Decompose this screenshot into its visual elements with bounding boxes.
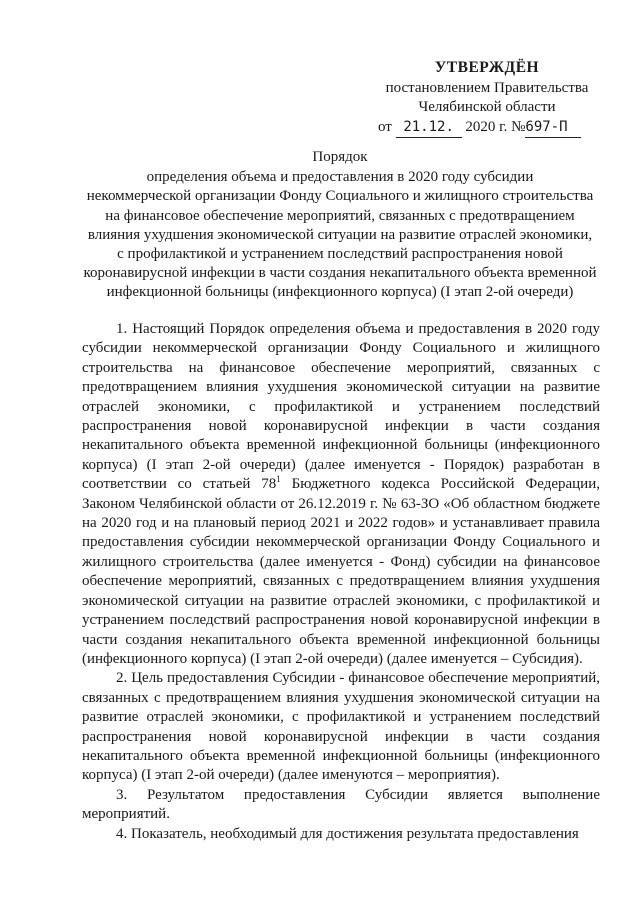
paragraph-3: 3. Результатом предоставления Субсидии является выполнение мероприятий. [82, 786, 600, 823]
approval-line-2: Челябинской области [418, 99, 556, 115]
document-body [82, 320, 600, 844]
approval-from-prefix: от [378, 119, 392, 135]
approval-year-text: 2020 г. № [465, 119, 526, 135]
document-title [70, 148, 610, 303]
paragraph-1 [82, 320, 600, 669]
paragraph-1-part-a: 1. Настоящий Порядок определения объема и предоставления в 2020 году субсидии некоммерческой организации Фонду Социального и жилищного строительства на финансовое обеспечение мероприятий, связанных с предотвращением влияния ухудшения экономической ситуации на развитие отраслей экономики, с профилактикой и устранением последствий распространения новой коронавирусной инфекции в части создания некапитального объекта временной инфекционной больницы (инфекционного корпуса) (I этап 2-ой очереди) (далее именуется - Порядок) разработан в соответствии со статьей 78 [82, 321, 600, 493]
paragraph-4: 4. Показатель, необходимый для достижения результата предоставления [116, 825, 579, 842]
approval-date-line [372, 118, 602, 138]
title-line: некоммерческой организации Фонду Социального и жилищного строительства [86, 188, 594, 205]
title-line: на финансовое обеспечение мероприятий, связанных с предотвращением [105, 207, 575, 224]
title-line: влияния ухудшения экономической ситуации на развитие отраслей экономики, [87, 226, 593, 243]
paragraph-2: 2. Цель предоставления Субсидии - финансовое обеспечение мероприятий, связанных с предотвращением влияния ухудшения экономической ситуации на развитие отраслей экономики, с профилактикой и устранением последствий распространения новой коронавирусной инфекции в части создания некапитального объекта временной инфекционной больницы (инфекционного корпуса) (I этап 2-ой очереди) (далее именуются – мероприятия). [82, 670, 600, 784]
approval-number-handwritten: 697-П [525, 118, 581, 138]
approval-stamp-block [372, 58, 602, 138]
paragraph-1-part-b: Бюджетного кодекса Российской Федерации, Законом Челябинской области от 26.12.2019 г. № 63-ЗО «Об областном бюджете на 2020 год и на плановый период 2021 и 2022 годов» и устанавливает правила предоставления субсидии некоммерческой организации Фонду Социального и жилищного строительства (далее именуется - Фонд) субсидии на финансовое обеспечение мероприятий, связанных с предотвращением влияния ухудшения экономической ситуации на развитие отраслей экономики, с профилактикой и устранением последствий распространения новой коронавирусной инфекции в части создания некапитального объекта временной инфекционной больницы (инфекционного корпуса) (I этап 2-ой очереди) (далее именуется – Субсидия). [82, 476, 600, 667]
approval-date-handwritten: 21.12. [396, 118, 462, 138]
approval-heading: УТВЕРЖДЁН [434, 59, 540, 76]
approval-line-1: постановлением Правительства [385, 80, 589, 96]
title-line: инфекционной больницы (инфекционного корпуса) (I этап 2-ой очереди) [106, 284, 574, 301]
title-line: коронавирусной инфекции в части создания некапитального объекта временной [83, 265, 597, 282]
article-superscript: 1 [276, 474, 281, 485]
title-line: с профилактикой и устранением последствий распространения новой [117, 246, 563, 263]
title-line: определения объема и предоставления в 2020 году субсидии [146, 169, 534, 186]
title-heading: Порядок [312, 149, 368, 165]
